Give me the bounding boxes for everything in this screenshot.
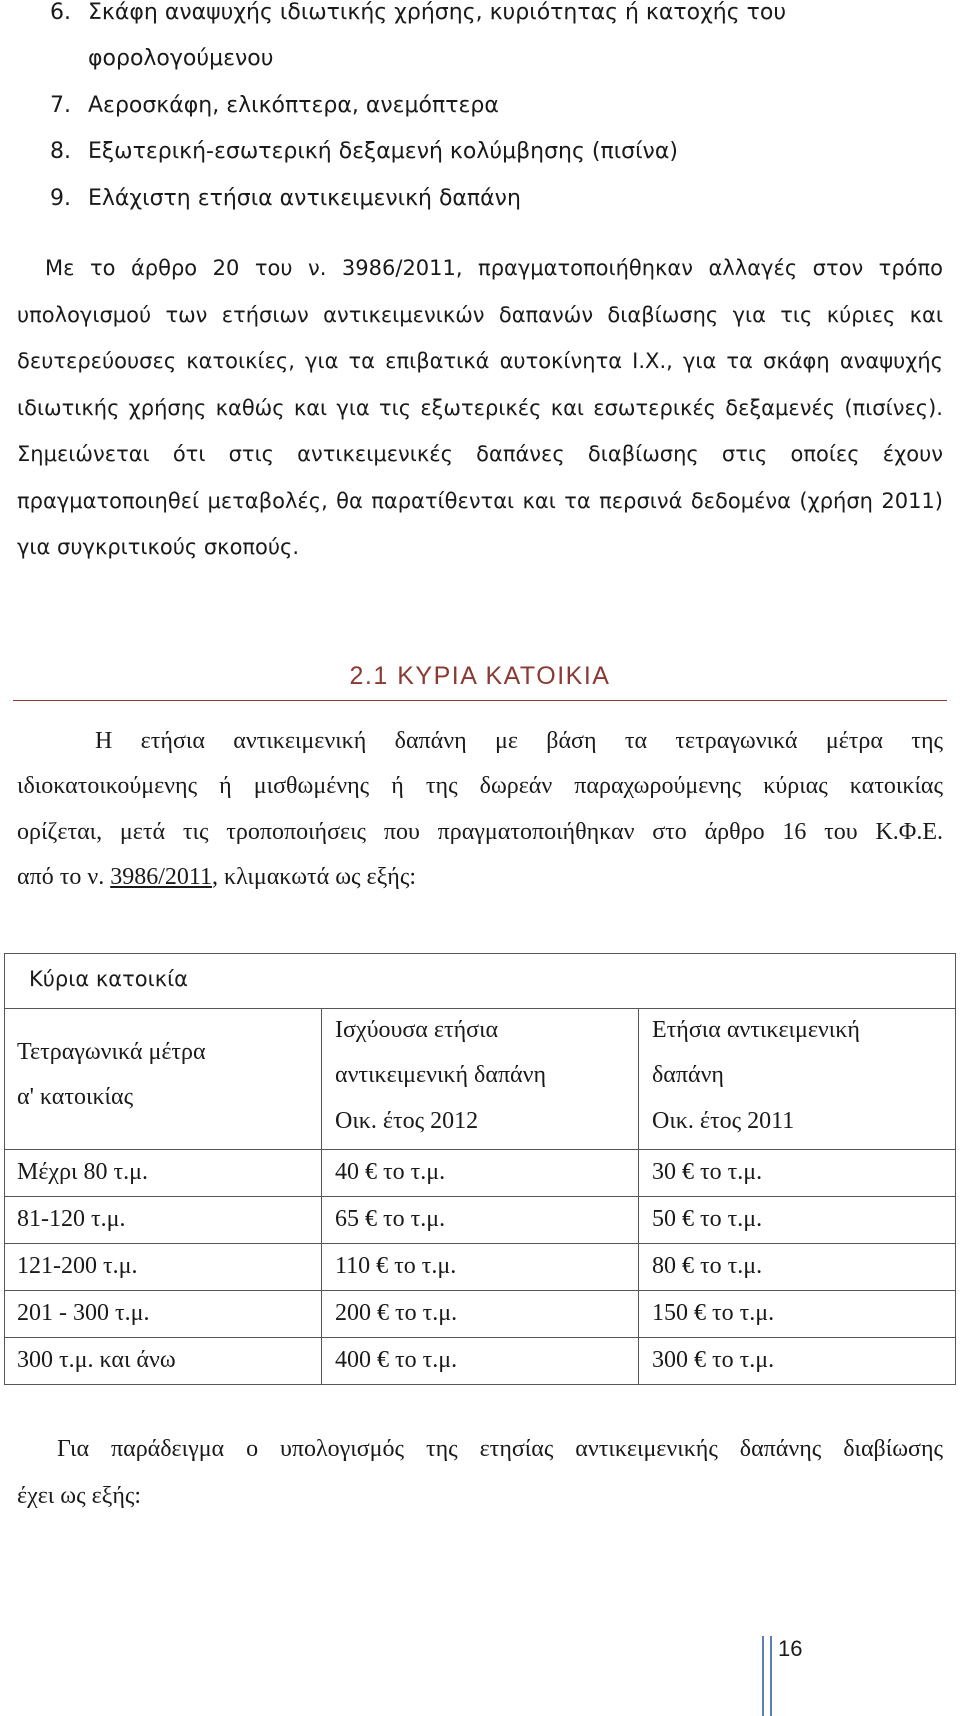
table-cell: 201 - 300 τ.μ. xyxy=(17,1300,150,1326)
paragraph-line: ορίζεται, μετά τις τροποποιήσεις που πραγματοποιήθηκαν στο άρθρο 16 του Κ.Φ.Ε. xyxy=(17,819,943,845)
table-header-current: αντικειμενική δαπάνη xyxy=(335,1062,547,1088)
table-rule xyxy=(5,1243,955,1244)
table-header-current: Ισχύουσα ετήσια xyxy=(335,1017,499,1043)
table-cell: 110 € το τ.μ. xyxy=(335,1253,457,1279)
list-item-text: Αεροσκάφη, ελικόπτερα, ανεμόπτερα xyxy=(88,93,499,118)
table-header-current: Οικ. έτος 2012 xyxy=(335,1108,479,1134)
table-header-previous: Οικ. έτος 2011 xyxy=(652,1108,795,1134)
table-header-area: α' κατοικίας xyxy=(17,1084,134,1110)
list-item-text: φορολογούμενου xyxy=(88,46,274,71)
paragraph-line: Η ετήσια αντικειμενική δαπάνη με βάση τα τετραγωνικά μέτρα της xyxy=(95,728,943,754)
table-cell: 300 τ.μ. και άνω xyxy=(17,1347,176,1373)
table-cell: 300 € το τ.μ. xyxy=(652,1347,775,1373)
table-cell: 200 € το τ.μ. xyxy=(335,1300,458,1326)
list-item-text: Ελάχιστη ετήσια αντικειμενική δαπάνη xyxy=(88,186,521,211)
law-reference: 3986/2011 xyxy=(110,864,212,890)
table-rule xyxy=(5,1337,955,1338)
table-cell: 81-120 τ.μ. xyxy=(17,1206,126,1232)
table-cell: 50 € το τ.μ. xyxy=(652,1206,763,1232)
paragraph-line: έχει ως εξής: xyxy=(17,1483,142,1509)
table-cell: 40 € το τ.μ. xyxy=(335,1159,446,1185)
paragraph-line: υπολογισμού των ετήσιων αντικειμενικών δαπανών διαβίωσης για τις κύριες και xyxy=(17,303,943,327)
page-number-bar xyxy=(762,1636,772,1716)
list-item-text: Εξωτερική-εσωτερική δεξαμενή κολύμβησης (πισίνα) xyxy=(88,139,678,164)
section-heading: 2.1 ΚΥΡΙΑ ΚΑΤΟΙΚΙΑ xyxy=(349,662,611,690)
table-title: Κύρια κατοικία xyxy=(29,967,189,991)
table-cell: 65 € το τ.μ. xyxy=(335,1206,446,1232)
page-number: 16 xyxy=(778,1636,803,1661)
table-header-area: Τετραγωνικά μέτρα xyxy=(17,1039,206,1065)
table-rule xyxy=(5,1196,955,1197)
list-item-number: 7. xyxy=(50,93,71,118)
paragraph-line: Με το άρθρο 20 του ν. 3986/2011, πραγματοποιήθηκαν αλλαγές στον τρόπο xyxy=(45,256,943,280)
paragraph-line: Για παράδειγμα ο υπολογισμός της ετησίας αντικειμενικής δαπάνης διαβίωσης xyxy=(57,1436,943,1462)
list-item-number: 6. xyxy=(50,0,71,25)
paragraph-line: πραγματοποιηθεί μεταβολές, θα παρατίθενται και τα περσινά δεδομένα (χρήση 2011) xyxy=(17,489,943,513)
paragraph-line: Σημειώνεται ότι στις αντικειμενικές δαπάνες διαβίωσης στις οποίες έχουν xyxy=(17,442,943,466)
table-cell: 121-200 τ.μ. xyxy=(17,1253,138,1279)
paragraph-line: για συγκριτικούς σκοπούς. xyxy=(17,535,300,559)
list-item-number: 9. xyxy=(50,186,71,211)
table-rule xyxy=(5,1008,955,1009)
list-item-text: Σκάφη αναψυχής ιδιωτικής χρήσης, κυριότητας ή κατοχής του xyxy=(88,0,787,25)
paragraph-line: ιδιωτικής χρήσης καθώς και για τις εξωτερικές και εσωτερικές δεξαμενές (πισίνες). xyxy=(17,396,943,420)
table-rule xyxy=(5,1149,955,1150)
list-item-number: 8. xyxy=(50,139,71,164)
table-cell: Μέχρι 80 τ.μ. xyxy=(17,1159,149,1185)
table-cell: 30 € το τ.μ. xyxy=(652,1159,763,1185)
paragraph-line: δευτερεύουσες κατοικίες, για τα επιβατικά αυτοκίνητα Ι.Χ., για τα σκάφη αναψυχής xyxy=(17,349,943,373)
paragraph-line: από το ν. 3986/2011, κλιμακωτά ως εξής: xyxy=(17,864,417,890)
table-cell: 400 € το τ.μ. xyxy=(335,1347,458,1373)
table-column-rule xyxy=(638,1008,639,1384)
expense-table xyxy=(4,953,956,1385)
paragraph-line: ιδιοκατοικούμενης ή μισθωμένης ή της δωρεάν παραχωρούμενης κύριας κατοικίας xyxy=(17,773,943,799)
table-column-rule xyxy=(321,1008,322,1384)
table-cell: 150 € το τ.μ. xyxy=(652,1300,775,1326)
table-header-previous: Ετήσια αντικειμενική xyxy=(652,1017,860,1043)
heading-rule xyxy=(13,700,947,701)
table-rule xyxy=(5,1290,955,1291)
table-cell: 80 € το τ.μ. xyxy=(652,1253,763,1279)
table-header-previous: δαπάνη xyxy=(652,1062,724,1088)
